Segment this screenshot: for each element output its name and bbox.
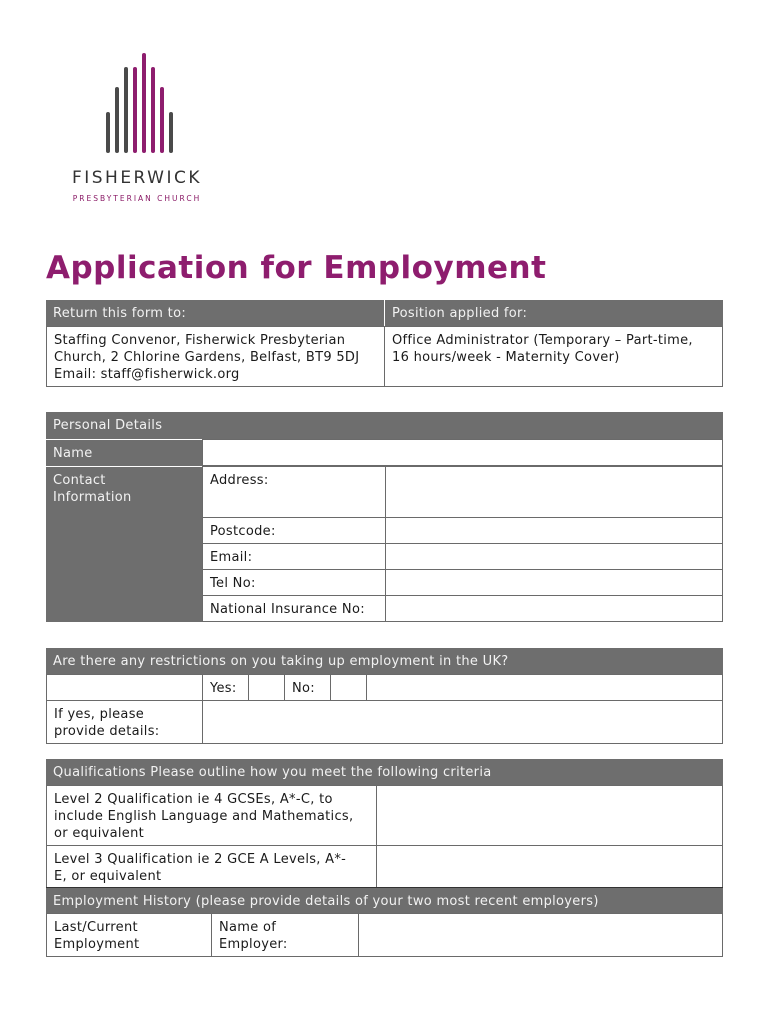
- level2-line: or equivalent: [54, 826, 145, 841]
- level3-label: [46, 845, 377, 888]
- employer-name-line: Name of: [219, 920, 277, 935]
- details-label-line: provide details:: [54, 724, 160, 739]
- return-address-line: Church, 2 Chlorine Gardens, Belfast, BT9 5DJ: [54, 350, 360, 365]
- logo-bar: [169, 112, 173, 153]
- position-value: [384, 326, 723, 387]
- position-value-line: Office Administrator (Temporary – Part-time,: [392, 333, 693, 348]
- no-checkbox[interactable]: [330, 674, 367, 701]
- restrictions-spacer: [366, 674, 723, 701]
- employer-name-label: [211, 913, 359, 957]
- details-label: [46, 700, 203, 744]
- employment-heading: Employment History (please provide details of your two most recent employers): [46, 887, 723, 914]
- ni-field[interactable]: [385, 595, 723, 622]
- logo-bar: [133, 67, 137, 153]
- ni-label: National Insurance No:: [202, 595, 386, 622]
- yes-label: Yes:: [202, 674, 249, 701]
- contact-label: [46, 466, 202, 622]
- return-address: [46, 326, 385, 387]
- logo-subtitle: PRESBYTERIAN CHURCH: [72, 194, 202, 203]
- logo-bar: [124, 67, 128, 153]
- logo-bar: [115, 87, 119, 153]
- return-address-line: Email: staff@fisherwick.org: [54, 367, 240, 382]
- position-label: Position applied for:: [384, 300, 723, 326]
- level3-line: Level 3 Qualification ie 2 GCE A Levels, A*-: [54, 852, 347, 867]
- last-employment-line: Last/Current: [54, 920, 138, 935]
- level3-field[interactable]: [376, 845, 723, 888]
- postcode-label: Postcode:: [202, 517, 386, 544]
- email-field[interactable]: [385, 543, 723, 570]
- tel-field[interactable]: [385, 569, 723, 596]
- position-value-line: 16 hours/week - Maternity Cover): [392, 350, 620, 365]
- contact-label-line: Contact: [53, 473, 106, 488]
- logo-bar: [106, 112, 110, 153]
- last-employment-line: Employment: [54, 937, 140, 952]
- contact-label-line: Information: [53, 490, 132, 505]
- return-label: Return this form to:: [46, 300, 384, 326]
- restrictions-blank: [46, 674, 203, 701]
- level2-line: include English Language and Mathematics,: [54, 809, 354, 824]
- level2-label: [46, 785, 377, 846]
- no-label: No:: [284, 674, 331, 701]
- church-logo: [48, 45, 224, 211]
- personal-details-heading: Personal Details: [46, 412, 723, 439]
- last-employment-label: [46, 913, 212, 957]
- postcode-field[interactable]: [385, 517, 723, 544]
- logo-name: FISHERWICK: [71, 168, 203, 188]
- name-label: Name: [46, 439, 202, 466]
- logo-bars-icon: [48, 45, 224, 165]
- page-title: Application for Employment: [46, 250, 547, 286]
- details-label-line: If yes, please: [54, 707, 145, 722]
- logo-bar: [142, 53, 146, 153]
- employer-name-line: Employer:: [219, 937, 288, 952]
- email-label: Email:: [202, 543, 386, 570]
- logo-bar: [151, 67, 155, 153]
- name-field[interactable]: [202, 439, 723, 466]
- yes-checkbox[interactable]: [248, 674, 285, 701]
- logo-bar: [160, 87, 164, 153]
- address-field[interactable]: [385, 466, 723, 518]
- return-address-line: Staffing Convenor, Fisherwick Presbyterian: [54, 333, 346, 348]
- qualifications-heading: Qualifications Please outline how you meet the following criteria: [46, 759, 723, 786]
- level2-line: Level 2 Qualification ie 4 GCSEs, A*-C, to: [54, 792, 333, 807]
- level2-field[interactable]: [376, 785, 723, 846]
- tel-label: Tel No:: [202, 569, 386, 596]
- level3-line: E, or equivalent: [54, 869, 162, 884]
- restrictions-heading: Are there any restrictions on you taking up employment in the UK?: [46, 648, 723, 675]
- details-field[interactable]: [202, 700, 723, 744]
- employer-name-field[interactable]: [358, 913, 723, 957]
- address-label: Address:: [202, 466, 386, 518]
